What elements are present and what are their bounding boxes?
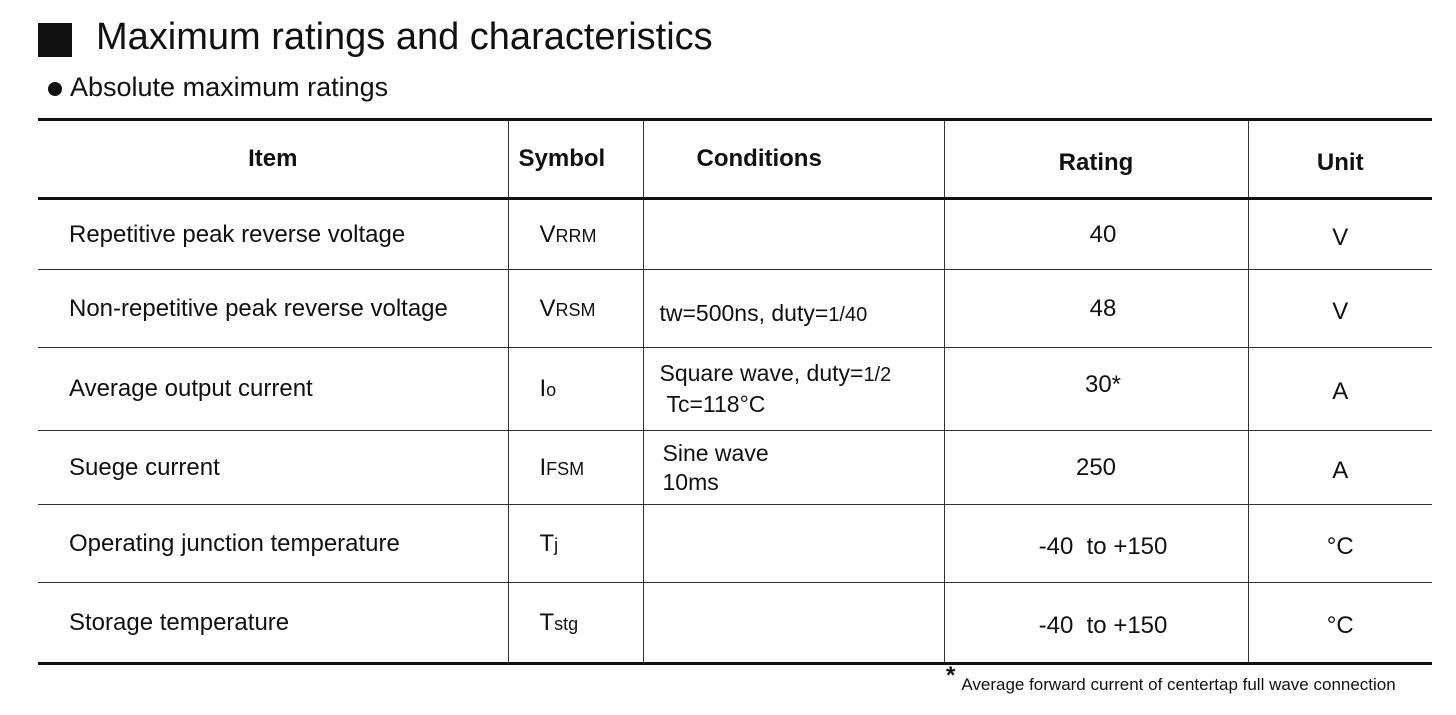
cell-symbol: Tstg [508,583,643,664]
cell-conditions [643,505,944,583]
cell-item: Suege current [38,431,508,505]
footnote [946,662,1396,695]
cell-conditions: Square wave, duty=1/2 Tc=118°C [643,348,944,431]
table-row [38,348,1432,431]
cell-symbol: VRSM [508,270,643,348]
cell-unit: A [1248,431,1432,505]
cell-rating: 40 [944,199,1248,270]
cell-unit: A [1248,348,1432,431]
header-rating: Rating [944,120,1248,199]
square-bullet-icon [38,23,72,57]
header-symbol: Symbol [508,120,643,199]
cell-unit: °C [1248,583,1432,664]
absolute-maximum-ratings-table [38,118,1432,665]
cell-unit: V [1248,270,1432,348]
cell-unit: V [1248,199,1432,270]
cell-symbol: Io [508,348,643,431]
cell-item: Operating junction temperature [38,505,508,583]
cell-rating: 48 [944,270,1248,348]
cell-symbol: VRRM [508,199,643,270]
section-subtitle-row [48,72,388,103]
cell-item: Average output current [38,348,508,431]
cell-rating: 250 [944,431,1248,505]
cell-unit: °C [1248,505,1432,583]
table-row [38,199,1432,270]
cell-conditions [643,199,944,270]
table-row [38,270,1432,348]
table-row [38,505,1432,583]
header-item: Item [38,120,508,199]
round-bullet-icon [48,82,62,96]
header-unit: Unit [1248,120,1432,199]
cell-conditions: Sine wave 10ms [643,431,944,505]
page-title-row [38,12,713,62]
cell-item: Storage temperature [38,583,508,664]
cell-symbol: Tj [508,505,643,583]
cell-rating: -40 to +150 [944,505,1248,583]
table-row [38,431,1432,505]
table-header-row [38,120,1432,199]
cell-rating: 30* [944,348,1248,431]
section-subtitle: Absolute maximum ratings [70,72,389,102]
cell-conditions: tw=500ns, duty=1/40 [643,270,944,348]
cell-conditions [643,583,944,664]
footnote-text: Average forward current of centertap full wave connection [961,675,1396,694]
footnote-mark: * [946,662,956,689]
cell-symbol: IFSM [508,431,643,505]
header-conditions: Conditions [643,120,944,199]
table-row [38,583,1432,664]
cell-item: Repetitive peak reverse voltage [38,199,508,270]
page-title: Maximum ratings and characteristics [96,16,713,58]
cell-item: Non-repetitive peak reverse voltage [38,270,508,348]
cell-rating: -40 to +150 [944,583,1248,664]
